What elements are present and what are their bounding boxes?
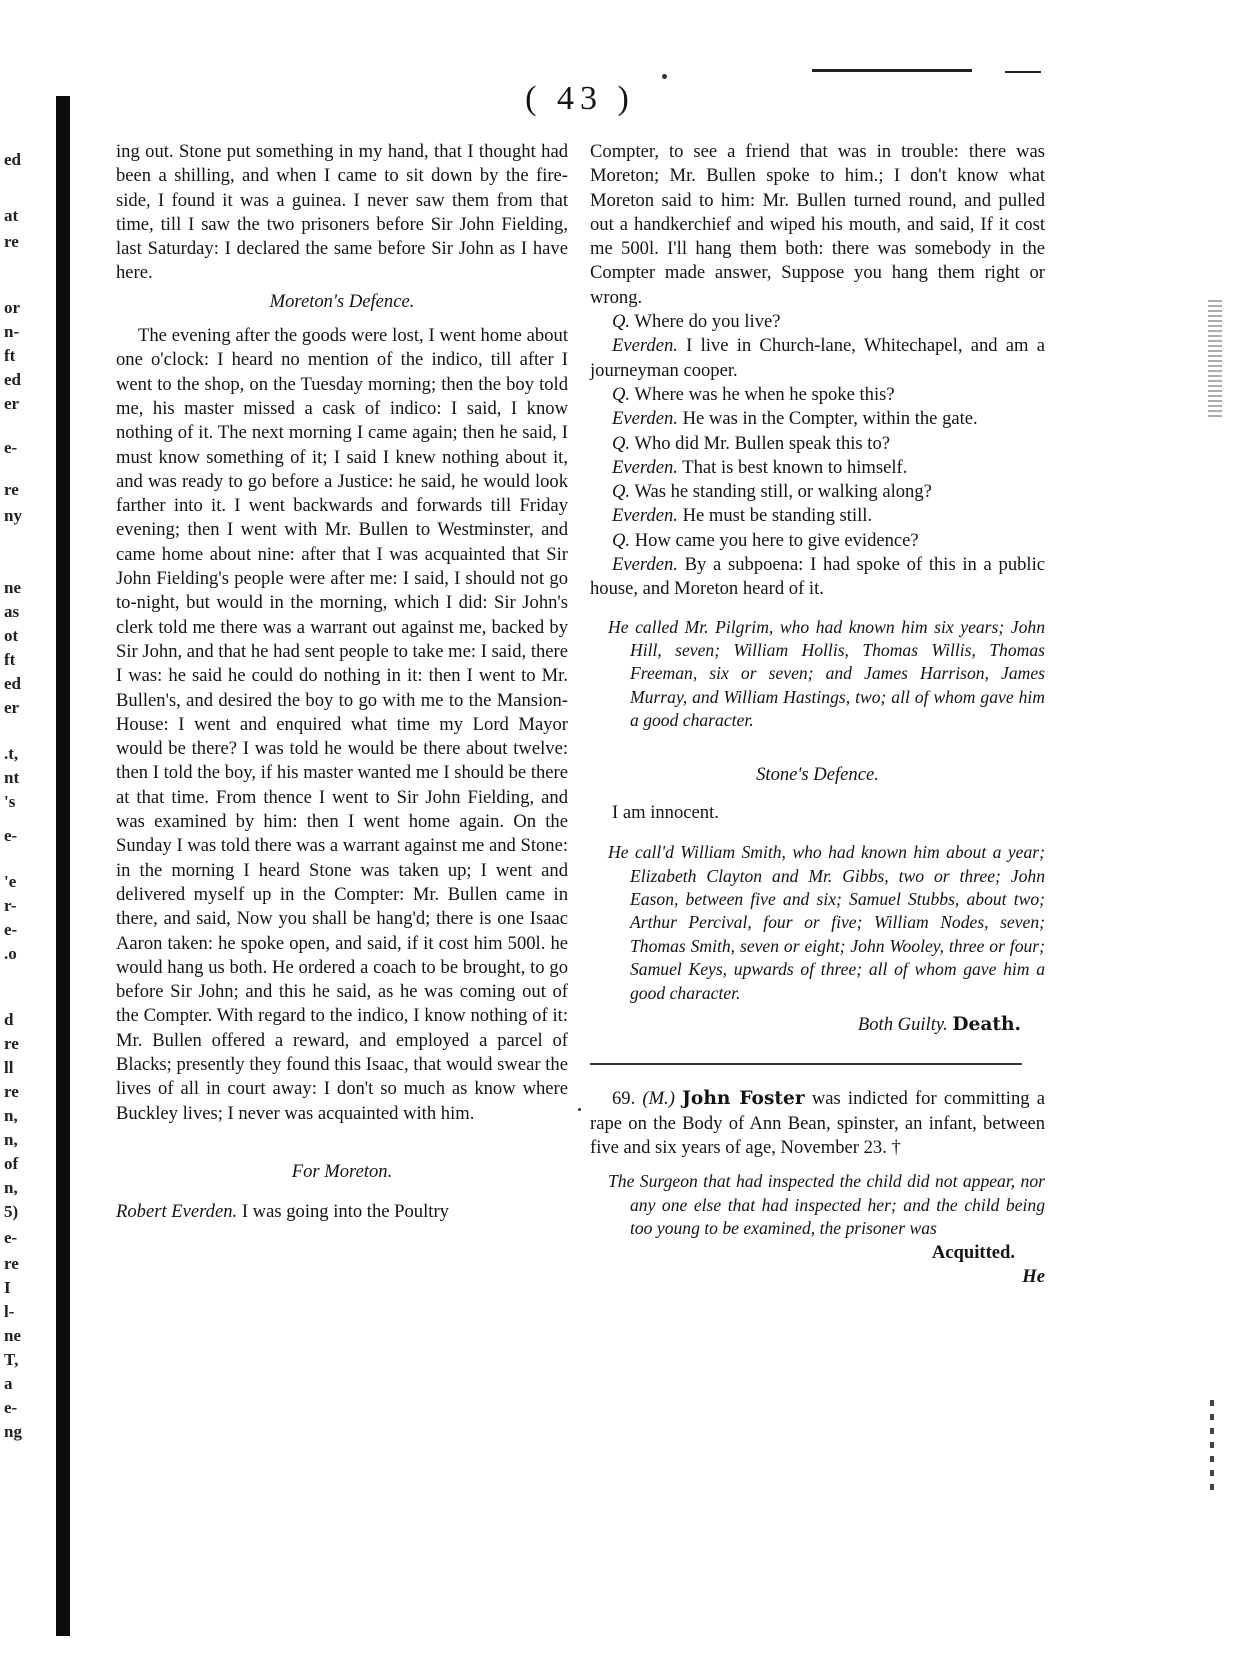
margin-fragment: a: [4, 1374, 13, 1393]
testimony-paragraph: ing out. Stone put something in my hand, that I thought had been a shilling, and when I came to sit down by the fire-side, I found it was a guinea. I never saw them from that time, till I saw the two prisoners before Sir John Fielding, last Saturday: I declared the same before Sir John as I have here.: [116, 141, 568, 284]
answer-1: Everden. I live in Church-lane, Whitechapel, and am a journeyman cooper.: [590, 335, 1045, 381]
surgeon-note: The Surgeon that had inspected the child did not appear, nor any one else that had inspected her; and the child being too young to be examined, the prisoner was: [608, 1171, 1045, 1239]
defendant-name: John Foster: [682, 1088, 805, 1110]
page-number: ( 43 ): [525, 80, 635, 117]
margin-fragment: re: [4, 1254, 19, 1273]
margin-fragment: T,: [4, 1350, 19, 1369]
answer-5: Everden. By a subpoena: I had spoke of this in a public house, and Moreton heard of it.: [590, 554, 1045, 600]
case-divider: [590, 1063, 1022, 1065]
answer-2: Everden. He was in the Compter, within the gate.: [612, 408, 978, 430]
margin-fragment: r-: [4, 896, 17, 915]
verdict-line: [590, 1013, 1045, 1037]
case-number: 69.: [612, 1088, 636, 1110]
binding-shadow: [56, 96, 70, 1636]
margin-fragment: d: [4, 1010, 14, 1029]
margin-fragment: 5): [4, 1202, 19, 1221]
testimony-continued: Compter, to see a friend that was in trouble: there was Moreton; Mr. Bullen spoke to him.; I don't know what Moreton said to him: Mr. Bullen turned round, and pulled out a handkerchief and wiped his mouth, and said, If it cost me 500l. I'll hang them both: there was somebody in the Compter made answer, Suppose you hang them right or wrong.: [590, 141, 1045, 308]
character-witnesses-stone: He call'd William Smith, who had known him about a year; Elizabeth Clayton and Mr. Gibbs, two or three; John Eason, between five and six; Samuel Stubbs, about two; Arthur Percival, four or five; William Nodes, seven; Thomas Smith, seven or eight; John Wooley, three or four; Samuel Keys, upwards of three; all of whom gave him a good character.: [608, 842, 1045, 1003]
margin-fragment: I: [4, 1278, 11, 1297]
margin-fragment: .o: [4, 944, 17, 963]
sentence-label: Death.: [952, 1014, 1021, 1036]
margin-fragment: ft: [4, 346, 16, 365]
margin-fragment: er: [4, 394, 20, 413]
answer-3: Everden. That is best known to himself.: [612, 456, 908, 478]
verdict-text: Both Guilty.: [857, 1014, 948, 1036]
margin-fragment: at: [4, 206, 19, 225]
margin-fragment: 'e: [4, 872, 17, 891]
acquitted-verdict: Acquitted.: [931, 1241, 1015, 1263]
header-rule-short: [1005, 71, 1041, 73]
ink-speck: [578, 1108, 581, 1111]
evidence-line: [116, 1200, 568, 1224]
margin-fragment: re: [4, 480, 19, 499]
witness-text: I was going into the Poultry: [241, 1201, 449, 1223]
dagger-symbol: †: [891, 1137, 901, 1158]
margin-fragment: ed: [4, 674, 21, 693]
margin-fragment: ne: [4, 1326, 21, 1345]
question-5: Q. How came you here to give evidence?: [612, 529, 919, 551]
margin-fragment: n,: [4, 1130, 18, 1149]
ink-speck: [662, 74, 667, 79]
question-1: Q. Where do you live?: [612, 311, 781, 333]
moreton-defence-paragraph: The evening after the goods were lost, I went home about one o'clock: I heard no mention of the indico, till after I went to the shop, on the Tuesday morning; then the boy told me, his master missed a cask of indico: I said, I know nothing of it. The next morning I came again; then he said, I must know something of it; I said I knew nothing about it, and was ready to go before a Justice: he said, he would look farther into it. I went backwards and forwards till Friday evening; then I went with Mr. Bullen to Westminster, and came home about nine: after that I was acquainted that Sir John Fielding's people were after me: I said, I should not go to-night, but would in the morning, which I did: Sir John's clerk told me there was a warrant out against me, backed by Sir John, and that he had sent people to take me: I said, there I was: he said he could do nothing in it: then I went to Mr. Bullen's, and desired the boy to go with me to the Mansion-House: I went and enquired what time my Lord Mayor would be there? I was told he would be there about twelve: then I told the boy, if his master wanted me I should be there at that time. From thence I went to Sir John Fielding, and was examined by him: then I went home again. On the Sunday I was told there was a warrant against me and Stone: in the morning I heard Stone was taken up; I went and delivered myself up in the Compter: Mr. Bullen came in there, and said, Now you shall be hang'd; there is one Isaac Aaron taken: he spoke open, and said, if it cost him 500l. he would hang us both. He ordered a coach to be brought, to go before Sir John; and this he said, as he was coming out of the Compter. With regard to the indico, I know nothing of it: Mr. Bullen offered a reward, and employed a parcel of Blacks; presently they found this Isaac, that would swear the lives of all in court away: I don't so much as know where Buckley lives; I never was acquainted with him.: [116, 325, 568, 1124]
margin-fragment: or: [4, 298, 21, 317]
margin-fragment: re: [4, 1034, 19, 1053]
section-heading-moreton-defence: Moreton's Defence.: [269, 290, 415, 312]
section-heading-stone-defence: Stone's Defence.: [756, 763, 879, 785]
margin-fragment: as: [4, 602, 20, 621]
catchword: He: [1022, 1265, 1045, 1287]
header-rule: [812, 69, 972, 72]
margin-fragment: ng: [4, 1422, 22, 1441]
margin-fragment: ed: [4, 370, 21, 389]
right-column: [590, 140, 1045, 1289]
question-2: Q. Where was he when he spoke this?: [612, 383, 895, 405]
margin-fragment: 's: [4, 792, 16, 811]
left-column: [116, 140, 568, 1224]
margin-fragment: ed: [4, 150, 21, 169]
character-witnesses-moreton: He called Mr. Pilgrim, who had known him six years; John Hill, seven; William Hollis, Thomas Willis, Thomas Freeman, six or seven; and James Harrison, James Murray, and William Hastings, two; all of whom gave him a good character.: [608, 616, 1045, 731]
case-69-indictment: [590, 1087, 1045, 1160]
edge-marks-lower: [1210, 1400, 1214, 1490]
margin-fragment: e-: [4, 1398, 18, 1417]
margin-fragment: ll: [4, 1058, 14, 1077]
margin-fragment: re: [4, 1082, 19, 1101]
margin-fragment: of: [4, 1154, 19, 1173]
margin-fragment: l-: [4, 1302, 15, 1321]
margin-fragment: er: [4, 698, 20, 717]
edge-marks: [1208, 300, 1222, 420]
witness-name: Robert Everden.: [116, 1201, 238, 1223]
margin-fragment: n,: [4, 1106, 18, 1125]
margin-fragment: e-: [4, 438, 18, 457]
stone-statement: I am innocent.: [612, 801, 719, 823]
margin-fragment: e-: [4, 920, 18, 939]
section-heading-for-moreton: For Moreton.: [291, 1160, 393, 1182]
margin-fragment: n-: [4, 322, 20, 341]
question-3: Q. Who did Mr. Bullen speak this to?: [612, 432, 891, 454]
margin-fragment: .t,: [4, 744, 19, 763]
question-4: Q. Was he standing still, or walking along?: [612, 481, 932, 503]
margin-fragment: e-: [4, 826, 18, 845]
indictment-text: was indicted for committing a rape on the Body of Ann Bean, spinster, an infant, between five and six years of age, November 23.: [590, 1088, 1045, 1158]
margin-fragment: n,: [4, 1178, 18, 1197]
case-mark: (M.): [642, 1088, 675, 1110]
margin-fragment: re: [4, 232, 19, 251]
answer-4: Everden. He must be standing still.: [612, 505, 873, 527]
margin-fragment: nt: [4, 768, 20, 787]
margin-fragment: ot: [4, 626, 19, 645]
margin-fragment: ne: [4, 578, 21, 597]
margin-fragment: ft: [4, 650, 16, 669]
margin-fragment: ny: [4, 506, 22, 525]
margin-fragment: e-: [4, 1228, 18, 1247]
